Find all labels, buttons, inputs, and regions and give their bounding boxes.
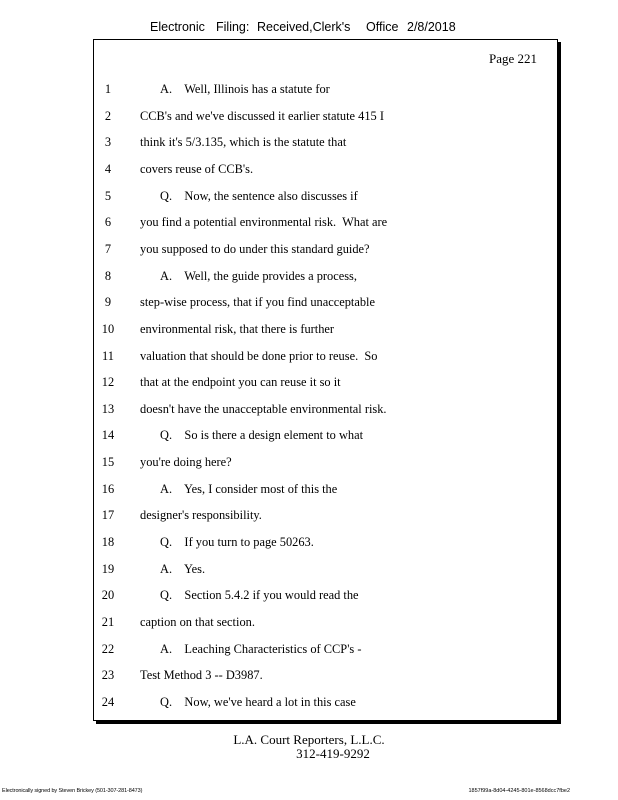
transcript-line [94, 613, 557, 631]
line-number: 12 [101, 375, 115, 390]
line-text: Q. Now, we've heard a lot in this case [160, 694, 356, 709]
e-signature: Electronically signed by Steven Brickey (501-307-281-8473) [2, 788, 143, 794]
header-electronic: Electronic [150, 20, 205, 34]
transcript-line [94, 373, 557, 391]
line-text: covers reuse of CCB's. [140, 161, 254, 176]
transcript-line [94, 133, 557, 151]
line-text: you're doing here? [140, 455, 232, 470]
transcript-line [94, 693, 557, 711]
line-number: 19 [101, 561, 115, 576]
transcript-line [94, 560, 557, 578]
document-hash: 1857f99a-8d04-4245-801e-8568dcc7fbe2 [468, 788, 570, 794]
line-number: 21 [101, 615, 115, 629]
transcript-page [93, 39, 558, 721]
line-text: you supposed to do under this standard guide? [140, 241, 370, 256]
line-number: 14 [101, 428, 115, 443]
line-text: environmental risk, that there is further [140, 321, 335, 336]
line-number: 18 [101, 535, 115, 550]
line-number: 8 [104, 268, 112, 283]
line-text: A. Yes, I consider most of this the [160, 481, 338, 496]
line-text: CCB's and we've discussed it earlier statute 415 I [140, 108, 384, 123]
header-received: Received,Clerk's [257, 20, 351, 34]
line-text: caption on that section. [140, 615, 255, 629]
transcript-line [94, 187, 557, 205]
line-text: Q. Now, the sentence also discusses if [160, 188, 358, 203]
transcript-line [94, 107, 557, 125]
line-number: 16 [101, 481, 115, 496]
line-text: step-wise process, that if you find unacceptable [140, 295, 375, 310]
line-text: Q. If you turn to page 50263. [160, 535, 314, 550]
transcript-line [94, 480, 557, 498]
line-number: 3 [104, 135, 112, 150]
transcript-line [94, 80, 557, 98]
transcript-line [94, 267, 557, 285]
footer-phone: 312-419-9292 [296, 746, 370, 761]
line-text: that at the endpoint you can reuse it so it [140, 375, 341, 390]
line-text: doesn't have the unacceptable environmental risk. [140, 401, 387, 416]
line-number: 6 [104, 215, 112, 230]
transcript-line [94, 240, 557, 258]
line-text: designer's responsibility. [140, 508, 262, 523]
line-number: 15 [101, 455, 115, 470]
transcript-line [94, 453, 557, 471]
transcript-line [94, 666, 557, 684]
transcript-line [94, 160, 557, 178]
footer-company: L.A. Court Reporters, L.L.C. [233, 732, 385, 747]
transcript-line [94, 347, 557, 365]
line-number: 9 [104, 295, 112, 310]
line-text: Q. So is there a design element to what [160, 428, 364, 443]
transcript-line [94, 640, 557, 658]
transcript-line [94, 400, 557, 418]
transcript-line [94, 506, 557, 524]
line-number: 4 [104, 161, 112, 176]
line-number: 22 [101, 641, 115, 656]
transcript-line [94, 213, 557, 231]
line-number: 1 [104, 82, 112, 96]
line-number: 5 [104, 188, 112, 203]
line-number: 17 [101, 508, 115, 523]
footer [0, 733, 618, 761]
header-date: 2/8/2018 [407, 20, 456, 34]
transcript-line [94, 293, 557, 311]
header-office: Office [366, 20, 399, 34]
line-number: 11 [102, 348, 114, 363]
transcript-line [94, 426, 557, 444]
transcript-line [94, 320, 557, 338]
line-number: 24 [101, 694, 115, 709]
line-text: you find a potential environmental risk. What are [140, 215, 388, 230]
page-number: Page 221 [488, 51, 537, 66]
transcript-line [94, 533, 557, 551]
line-number: 7 [104, 241, 112, 256]
line-text: valuation that should be done prior to reuse. So [140, 348, 378, 363]
line-number: 10 [101, 321, 115, 336]
line-text: Test Method 3 -- D3987. [140, 668, 263, 683]
line-number: 13 [101, 401, 115, 416]
line-text: A. Leaching Characteristics of CCP's - [160, 641, 362, 656]
line-text: A. Well, Illinois has a statute for [160, 82, 330, 96]
line-number: 2 [104, 108, 112, 123]
line-text: think it's 5/3.135, which is the statute that [140, 135, 347, 150]
line-number: 20 [101, 588, 115, 603]
line-text: A. Well, the guide provides a process, [160, 268, 357, 283]
line-text: Q. Section 5.4.2 if you would read the [160, 588, 359, 603]
line-text: A. Yes. [160, 561, 206, 576]
header-filing: Filing: [216, 20, 250, 34]
transcript-line [94, 586, 557, 604]
line-number: 23 [101, 668, 115, 683]
